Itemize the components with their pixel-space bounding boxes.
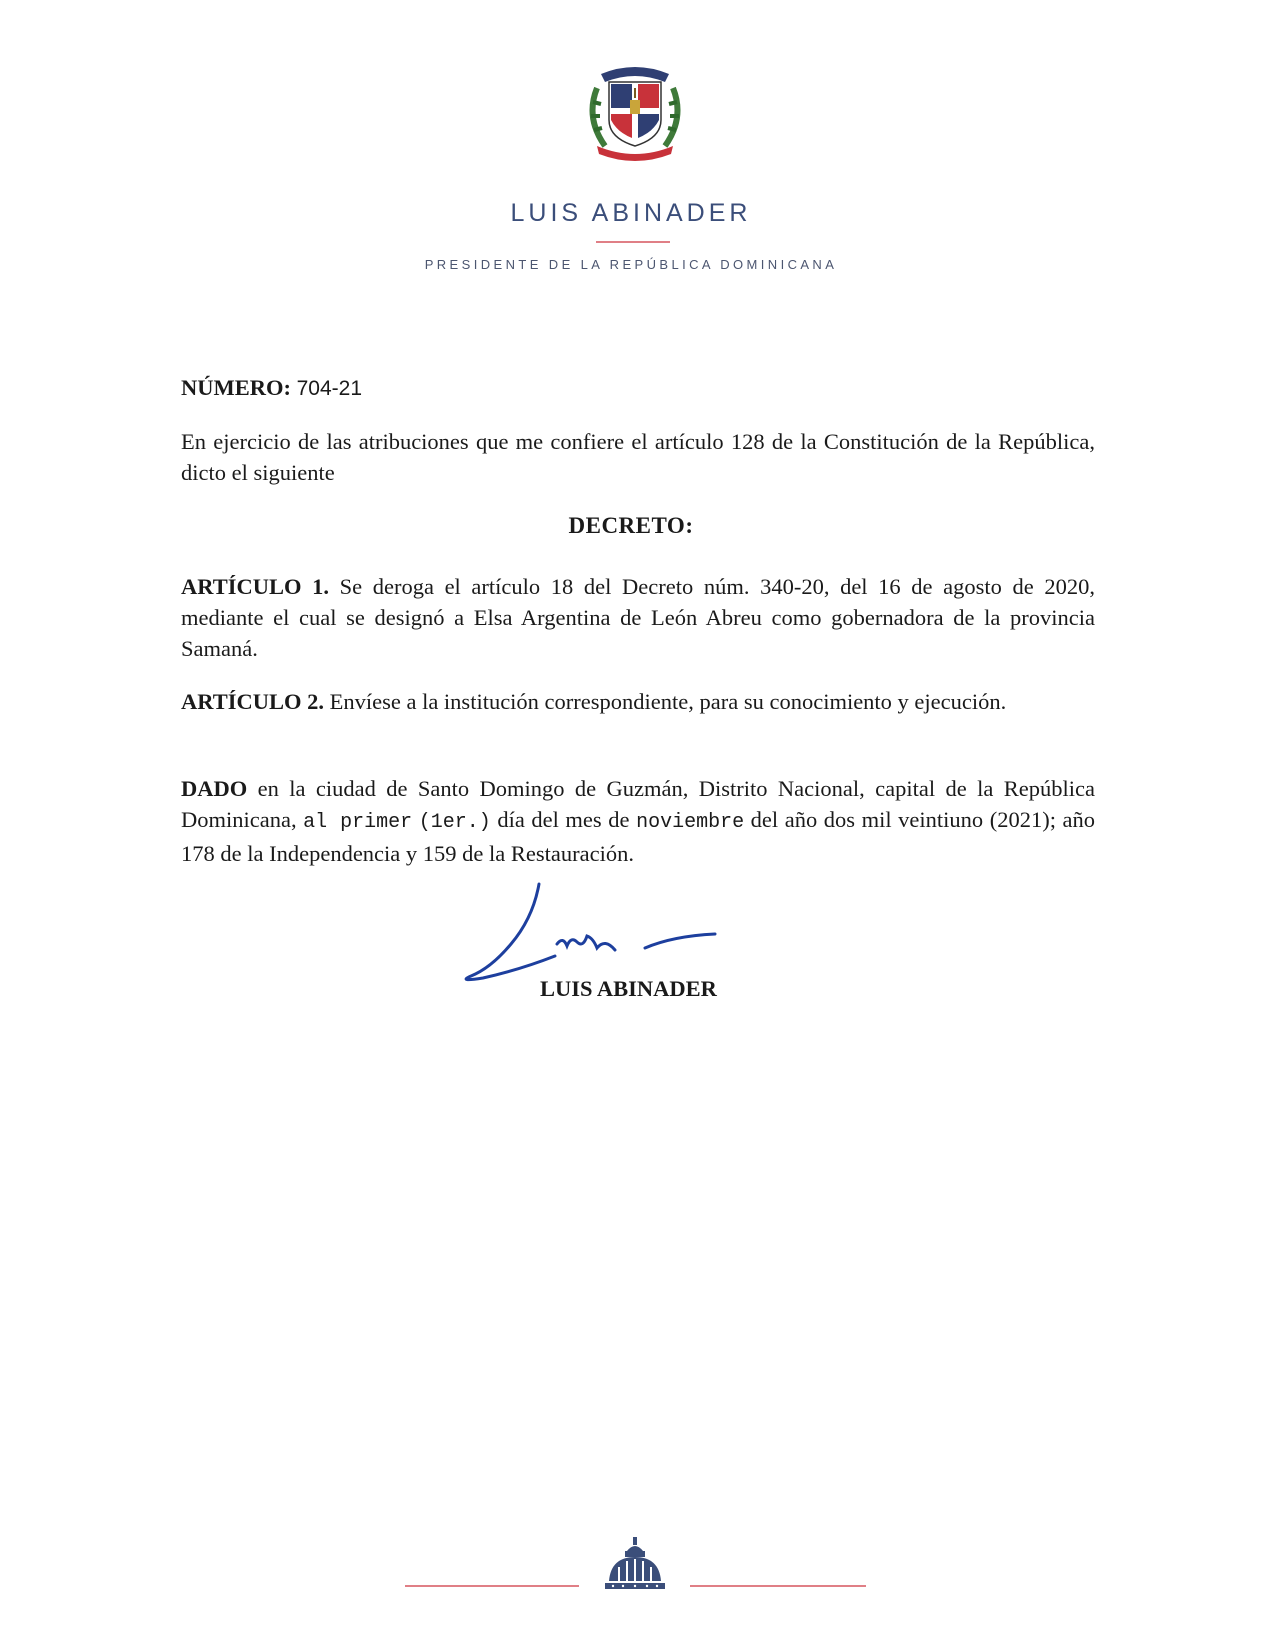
dado-day-number: (1er.) bbox=[418, 811, 491, 834]
article-2-text: Envíese a la institución correspondiente, para su conocimiento y ejecución. bbox=[329, 689, 1007, 714]
article-2 bbox=[181, 686, 1095, 717]
dado-day-words: al primer bbox=[303, 811, 413, 834]
footer-line-right bbox=[690, 1585, 866, 1587]
dado-text-3: del año dos mil veintiuno (2021); año 178 de la Independencia y 159 de la Restauración. bbox=[181, 807, 1096, 866]
coat-of-arms-icon bbox=[583, 58, 687, 164]
article-1-text: Se deroga el artículo 18 del Decreto núm. 340-20, del 16 de agosto de 2020, mediante el cual se designó a Elsa Argentina de León Abreu como gobernadora de la provincia Samaná. bbox=[181, 574, 1096, 661]
decree-number-value: 704-21 bbox=[296, 377, 362, 400]
dado-label: DADO bbox=[181, 776, 248, 801]
article-2-label: ARTÍCULO 2. bbox=[181, 689, 324, 714]
decree-number bbox=[181, 372, 1095, 404]
dado-month: noviembre bbox=[636, 811, 745, 834]
decree-number-label: NÚMERO: bbox=[181, 375, 291, 400]
signature-name: LUIS ABINADER bbox=[540, 976, 717, 1001]
letterhead-name: LUIS ABINADER bbox=[510, 199, 752, 227]
national-palace-dome-icon bbox=[603, 1537, 667, 1599]
letterhead-subtitle: PRESIDENTE DE LA REPÚBLICA DOMINICANA bbox=[424, 257, 838, 272]
intro-paragraph: En ejercicio de las atribuciones que me confiere el artículo 128 de la Constitución de la República, dicto el siguiente bbox=[181, 429, 1095, 485]
dado-paragraph bbox=[181, 773, 1095, 869]
decree-title: DECRETO: bbox=[568, 513, 694, 538]
article-1 bbox=[181, 571, 1095, 664]
dado-text-2: día del mes de bbox=[497, 807, 630, 832]
footer-line-left bbox=[405, 1585, 579, 1587]
dado-text-1: en la ciudad de Santo Domingo de Guzmán, Distrito Nacional, capital de la República Dominicana, bbox=[181, 776, 1095, 832]
article-1-label: ARTÍCULO 1. bbox=[181, 574, 329, 599]
letterhead-divider bbox=[596, 241, 670, 243]
